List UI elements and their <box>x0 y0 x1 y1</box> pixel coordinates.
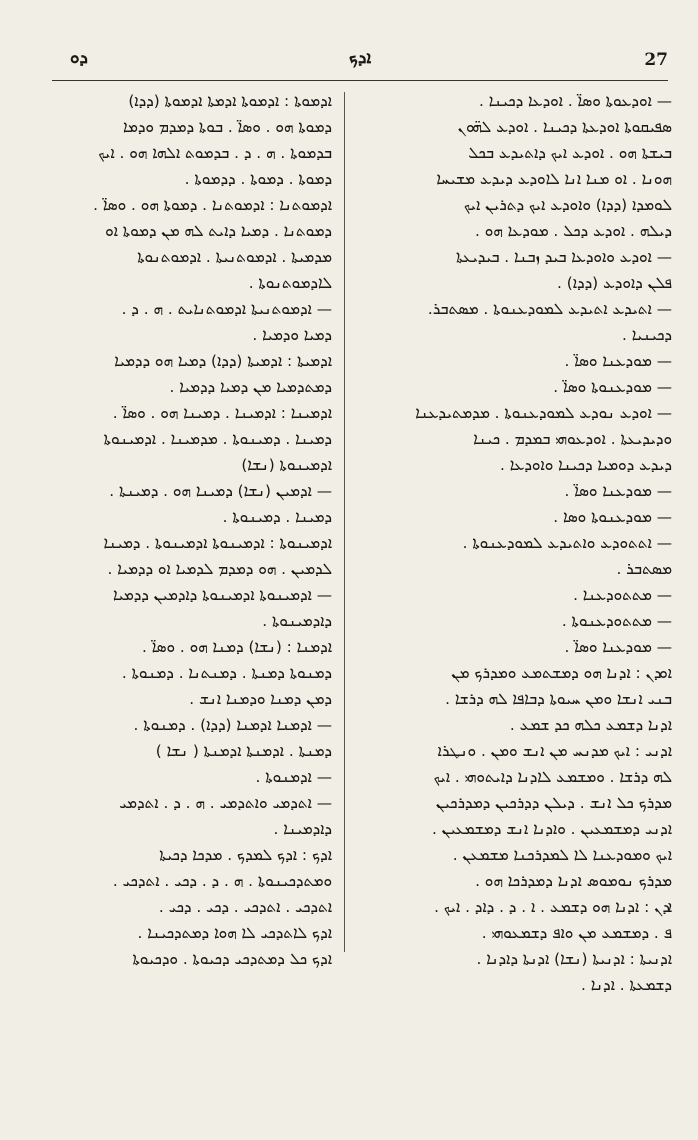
dictionary-entry: — ܐܬܝܕܥ ܐܬܝܕܥ ܠܡܘܕܥܢܘܬܐ . ܡܣܬܒܪ. ܕܟܝܢܝܐ . <box>427 300 672 344</box>
dictionary-entry: — ܐܕܡܝܢ (ܢܫܐ) ܕܡܝܢܐ ܗܘ . ܕܡܝܢܬܐ . ܕܡܝܢܐ . ܕܡܝܢܘܬܐ . <box>109 482 332 526</box>
page-header <box>52 46 668 76</box>
dictionary-entry: ܐܕܢܝ : ܐܝܟ ܡܕܢܚ ܡܢ ܐܢܫ ܘܡܢ . ܘܢܛܪܐ ܠܗ ܕܪܫܐ . ܘܡܫܡܥ ܠܐܕܢܐ ܕܐܝܬܘܗܝ . ܐܝܟ ܡܕܪܟ ܟܠ ܐܢܫ . ܕܝܠܢ ܕܕܪܟܝܢ ܕܡܕܪܟܝܢ ܐܕܢܝ ܕܡܫܡܥܝܢ . ܘܐܕܢܐ ܐܢܫ ܕܡܫܡܥܝܢ . ܐܝܟ ܘܡܘܕܥܢܐ ܠܐ ܠܡܕܪܟܢܐ ܡܫܡܥܢ . ܡܕܪܟ ܢܘܡܘܣ ܐܕܢܐ ܕܡܕܪܟܐ ܗܘ . <box>431 742 672 890</box>
dictionary-entry: — ܡܘܕܥܢܐ ܘܣܐ̈ . <box>564 482 672 500</box>
running-head: ܐܕܟ <box>348 48 372 68</box>
dictionary-entry: ܐܕܢܝܬܐ : ܐܕܢܝܬܐ (ܢܫܐ) ܐܕܢܬܐ ܕܐܕܢܐ . ܕܫܡܥܬܐ . ܐܕܢܐ . <box>476 950 672 994</box>
dictionary-entry: — ܡܘܕܥܢܐ ܘܣܐ̈ . <box>564 352 672 370</box>
dictionary-entry: ܐܕܡܝܢܘܬܐ : ܐܕܡܝܢܘܬܐ ܐܕܡܝܢܘܬܐ . ܕܡܝܢܐ ܠܕܡܝܢ . ܗܘ ܕܡܕܡ ܠܕܡܝܐ ܐܘ ܕܕܡܝܐ . <box>103 534 332 578</box>
dictionary-entry: — ܐܬܕܡܝ ܘܐܬܕܡܝ . ܗ . ܕ . ܐܬܕܡܝ ܕܐܕܡܝܢܐ . <box>119 794 332 838</box>
page-number: 27 <box>644 50 668 70</box>
dictionary-entry: ܐܕܡܘܬܐ : ܐܕܡܘܬܐ ܐܕܡܬܐ ܐܕܡܘܬܐ (ܕܕܐ) ܕܡܘܬܐ ܗܘ . ܘܣܐ̈ . ܒܘܬܐ ܕܡܕܡ ܘܕܡܐ ܒܕܡܘܬܐ . ܗ . ܕ . ܒܕܡܘܬ ܐܠܗܐ ܗܘ . ܐܝܟ ܕܡܘܬܐ . ܕܡܘܬܐ . ܕܕܡܘܬܐ . <box>98 92 332 188</box>
dictionary-entry: — ܐܬܬܘܕܥ ܘܐܬܝܕܥ ܠܡܘܕܥܢܘܬܐ . ܡܣܬܒܪ . <box>462 534 672 578</box>
dictionary-entry: — ܡܘܕܥܢܐ ܘܣܐ̈ . <box>564 638 672 656</box>
dictionary-entry: — ܐܘܕܥܘܬܐ ܘܣܐ̈ . ܐܘܕܥܐ ܕܟܝܢܐ . ܣܦܝܩܘܬܐ ܐܘܕܥܬܐ ܕܟܝܢܐ . ܐܘܕܥ ܠܗ̈ܘܢ ܒܝܫܬܐ ܗܘ . ܐܘܕܥ ܐܝܟ ܕܐܬܝܕܥ ܒܟܠ ܗܘܢܐ . ܐܘ ܡܢܐ ܐܢܐ ܠܐܘܕܥ ܕܝܕܥ ܡܫܝܚܐ ܠܘܡܕܐ (ܕܕܐ) ܘܐܘܕܥ ܐܝܟ ܕܬܪܝܢ ܐܝܟ ܕܝܠܗ . ܐܘܕܥ ܕܟܠ . ܡܘܕܥܐ ܗܘ . <box>436 92 672 240</box>
dictionary-entry: ܐܕܢ : ܐܕܢܐ ܗܘ ܕܫܡܥ . ܐ . ܕ . ܕܐܕ . ܐܝܟ . ܦ . ܕܡܫܡܥ ܡܢ ܘܐܦ ܕܫܡܥܘܗܝ . <box>434 898 672 942</box>
dictionary-entry: — ܡܬܬܘܕܥܢܘܬܐ . <box>561 612 672 630</box>
left-column <box>70 88 332 972</box>
dictionary-entry: — ܡܬܬܘܕܥܢܐ . <box>573 586 672 604</box>
column-divider <box>344 92 345 952</box>
dictionary-entry: — ܐܘܕܥ ܘܐܘܕܥܐ ܒܝܕ ܙܒܢܐ . ܒܝܕܝܥܬܐ ܦܠܢ ܕܐܘܕܥ (ܕܕܐ) . <box>455 248 672 292</box>
dictionary-entry: — ܡܘܕܥܢܘܬܐ ܘܣܐ . <box>553 508 672 526</box>
dictionary-entry: — ܐܘܕܥ ܢܘܕܥ ܠܡܘܕܥܢܘܬܐ . ܡܕܡܬܝܕܥܢܐ ܘܕܝܕܝܥܬܐ . ܐܘܕܥܘܗܝ ܒܡܕܡ . ܟܝܢܐ ܕܝܕܥ ܕܘܡܝܐ ܕܟܝܢܐ ܘܐܘܕܥܐ . <box>415 404 672 474</box>
dictionary-entry: — ܐܕܡܢܐ ܐܕܡܢܐ (ܕܕܐ) . ܕܡܢܘܬܐ . ܕܡܢܬܐ . ܐܕܡܢܬܐ ܐܕܡܢܬܐ ( ܢܫܐ ) <box>133 716 332 760</box>
right-column <box>354 88 672 998</box>
dictionary-entry: ܐܕܟ : ܐܕܟ ܠܡܕܟ . ܡܕܟܐ ܕܟܝܬܐ ܘܡܬܕܟܝܢܘܬܐ . ܗ . ܕ . ܕܟܝ . ܐܬܕܟܝ . ܐܬܕܟܝ . ܐܬܕܟܝ . ܕܟܝ . ܕܟܝ . ܐܕܟ ܠܐܬܕܟܝ ܠܐ ܗܘܐ ܕܡܬܕܟܝܢܐ . ܐܕܟ ܟܠ ܕܡܬܕܟܝ ܕܟܝܘܬܐ . ܘܕܟܝܘܬܐ <box>112 846 332 968</box>
left-running-mark: ܕܘ <box>70 48 88 68</box>
dictionary-entry: ܐܕܡܝܬܐ : ܐܕܡܝܬܐ (ܕܕܐ) ܕܡܝܐ ܗܘ ܕܕܡܝܐ ܕܡܬܕܡܝܐ ܡܢ ܕܡܝܐ ܕܕܡܝܐ . <box>114 352 332 396</box>
dictionary-entry: ܐܕܡܘܬܢܐ : ܐܕܡܘܬܢܐ . ܕܡܘܬܐ ܗܘ . ܘܣܐ̈ . ܕܡܘܬܢܐ . ܕܡܝܐ ܕܐܝܬ ܠܗ ܡܢ ܕܡܘܬܐ ܐܘ ܡܕܡܝܬܐ . ܐܕܡܘܬܢܝܬܐ . ܐܕܡܘܬܢܘܬܐ ܠܐܕܡܘܬܢܘܬܐ . <box>93 196 332 292</box>
dictionary-entry: ܐܘܕܢ : ܐܕܢܐ ܗܘ ܕܡܫܬܡܥ ܘܡܕܪܟ ܡܢ ܒܢܝ ܐܢܫܐ ܘܡܢ ܚܝܘܬܐ ܕܒܐܦܐ ܠܗ ܕܪܫܐ . ܐܕܢܐ ܕܫܡܥ ܟܠܗ ܟܕ ܫܡܥ . <box>445 664 672 734</box>
dictionary-entry: ܐܕܡܝܢܐ : ܐܕܡܝܢܐ . ܕܡܝܢܐ ܗܘ . ܘܣܐ̈ . ܕܡܝܢܐ . ܕܡܝܢܘܬܐ . ܡܕܡܝܢܐ . ܐܕܡܝܢܘܬܐ ܐܕܡܝܢܘܬܐ (ܢܫܐ) <box>103 404 332 474</box>
dictionary-entry: — ܐܕܡܢܘܬܐ . <box>255 768 332 786</box>
dictionary-entry: ܐܕܡܢܐ : (ܢܫܐ) ܕܡܢܐ ܗܘ . ܘܣܐ̈ . ܕܡܢܘܬܐ ܕܡܢܬܐ . ܕܡܢܬܢܐ . ܕܡܢܘܬܐ . ܕܡܢ ܕܡܢܐ ܘܕܡܢܐ ܐܢܫ . <box>121 638 332 708</box>
dictionary-entry: — ܐܕܡܝܢܘܬܐ ܐܕܡܝܢܘܬܐ ܕܐܕܡܝܢ ܕܕܡܝܐ ܕܐܕܡܝܢܘܬܐ . <box>113 586 332 630</box>
dictionary-entry: — ܡܘܕܥܢܘܬܐ ܘܣܐ̈ . <box>553 378 672 396</box>
dictionary-entry: — ܐܕܡܘܬܢܝܬܐ ܐܕܡܘܬܢܐܝܬ . ܗ . ܕ . ܕܡܝܐ ܘܕܡܝܐ . <box>121 300 332 344</box>
header-rule <box>52 80 668 81</box>
